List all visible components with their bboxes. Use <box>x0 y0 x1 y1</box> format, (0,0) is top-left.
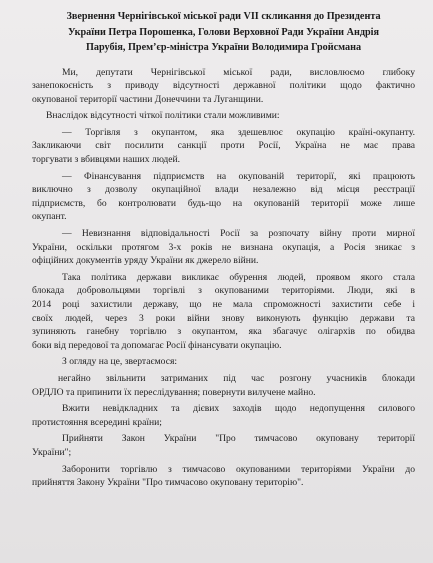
text-line: Закликаючи світ посилити санкції проти Росії, Україна не має права <box>32 140 415 152</box>
text-line: негайно звільнити затриманих під час розгону учасників блокади <box>58 372 415 384</box>
text-line: — Невизнання відповідальності Росії за розпочату війну проти мирної <box>62 228 415 240</box>
text-line: України"; <box>32 446 72 458</box>
text-line: Внаслідок відсутності чіткої політики стали можливими: <box>46 110 280 122</box>
text-line: підприємств, бо контролювати будь-що на окупованій території може лише <box>32 197 415 209</box>
text-line: Прийняти Закон України "Про тимчасово окуповану території <box>62 433 415 445</box>
paragraph <box>32 109 415 123</box>
title-line: Парубія, Прем’єр-міністра України Володимира Гройсмана <box>85 42 362 53</box>
paragraph <box>32 271 415 353</box>
text-line: З огляду на це, звертаємося: <box>62 356 178 368</box>
text-line: — Торгівля з окупантом, яка здешевлює окупацію країні-окупанту. <box>62 126 415 138</box>
document-title <box>32 9 415 56</box>
text-line: ОРДЛО та припинити їх переслідування; повернути вилучене майно. <box>32 386 316 398</box>
text-line: блокада добровольцями торгівлі з окупованими територіями. Люди, які в <box>32 285 415 297</box>
title-line: України Петра Порошенка, Голови Верховної Ради України Андрія <box>68 26 379 38</box>
text-line: офіційних документів уряду України як джерело війни. <box>32 255 259 267</box>
text-line: своїх людей, через 3 роки війни знову виконують функцію держави та <box>32 312 415 324</box>
text-line: зупиняють ганебну торгівлю з окупантом, яка збагачує олігархів по обидва <box>32 326 415 338</box>
paragraph <box>32 355 415 369</box>
paragraph <box>32 463 415 490</box>
text-line: 2014 році захистили державу, що не мала спроможності захистити себе і <box>32 299 415 310</box>
text-line: прийняття Закону України "Про тимчасово окуповану територію". <box>32 477 304 489</box>
paragraph <box>32 372 415 399</box>
paragraph <box>32 402 415 429</box>
text-line: торгувати з вбивцями наших людей. <box>32 154 181 166</box>
text-line: Така політика держави викликає обурення людей, проявом якого стала <box>62 271 415 283</box>
text-line: занепокоєність з приводу відсутності державної політики щодо фактично <box>32 80 415 92</box>
text-line: Вжити невідкладних та дієвих заходів щодо недопущення силового <box>62 403 415 415</box>
title-line: Звернення Чернігівської міської ради VII скликання до Президента <box>66 11 381 22</box>
text-line: окупант. <box>32 211 67 223</box>
text-line: України, оскільки протягом 3-х років не визнана окупація, а Росія зникає з <box>32 241 415 253</box>
text-line: окупованої території частини Донеччини та Луганщини. <box>32 93 264 105</box>
text-line: — Фінансування підприємств на окупованій території, які працюють <box>62 170 415 182</box>
text-line: боки від передової та допомагає Росії фінансувати окупацію. <box>32 339 282 351</box>
text-line: виключно з дозволу окупаційної влади незалежно від місця реєстрації <box>32 184 415 196</box>
text-line: протистояння всередині країни; <box>32 416 162 428</box>
paragraph <box>32 170 415 224</box>
text-line: Ми, депутати Чернігівської міської ради, висловлюємо глибоку <box>62 66 415 78</box>
paragraph <box>32 227 415 268</box>
text-line: Заборонити торгівлю з тимчасово окупованими територіями України до <box>62 463 415 475</box>
paragraph <box>32 126 415 167</box>
paragraph <box>32 432 415 459</box>
paragraph <box>32 66 415 107</box>
document-body <box>32 66 415 490</box>
